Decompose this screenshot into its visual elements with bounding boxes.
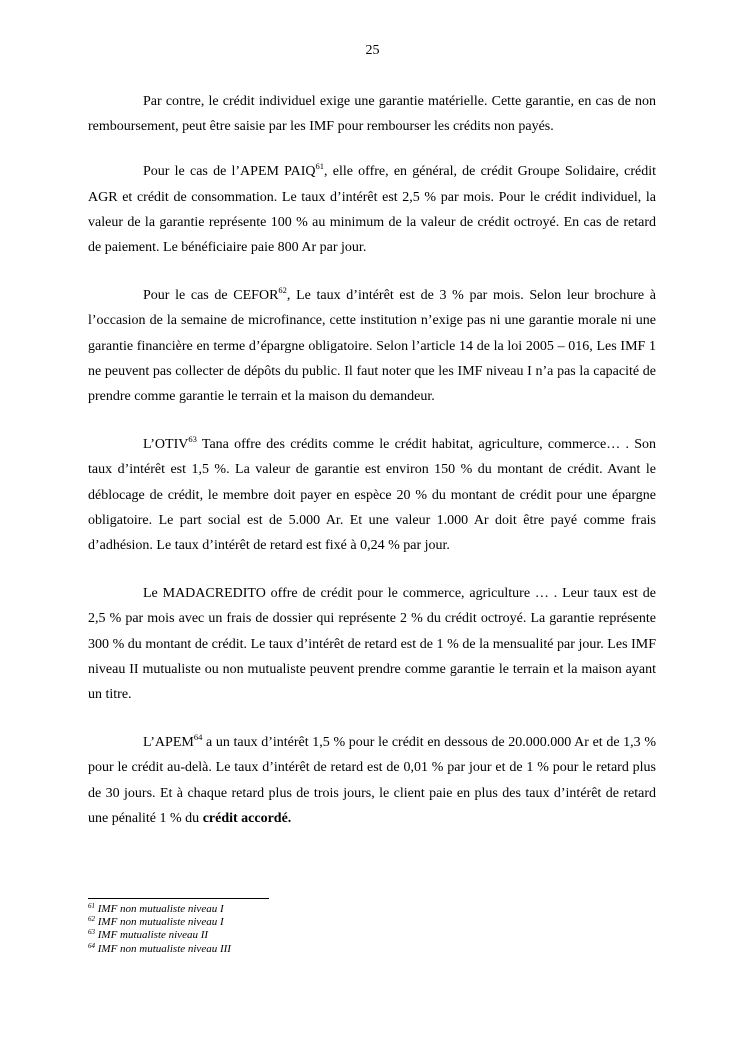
- paragraph-text: Pour le cas de CEFOR: [143, 288, 279, 304]
- paragraph-otiv: [88, 432, 656, 558]
- paragraph-text: Le MADACREDITO offre de crédit pour le commerce, agriculture … . Leur taux est de 2,5 % par mois avec un frais de dossier qui représente 2 % du crédit octroyé. La garantie représente 300 % du montant de crédit. Le taux d’intérêt de retard est de 1 % de la mensualité par jour. Les IMF niveau II mutualiste ou non mutualiste peuvent prendre comme garantie le terrain et la maison ayant un titre.: [88, 586, 656, 703]
- footnote-number: 62: [88, 915, 95, 924]
- footnote-61: [88, 903, 488, 916]
- paragraph-text: a un taux d’intérêt 1,5 % pour le crédit en dessous de 20.000.000 Ar et de 1,3 % pour le crédit au-delà. Le taux d’intérêt de retard est de 0,01 % par jour et de 1 % pour le retard plus de 30 jours. Et à chaque retard plus de trois jours, le client paie en plus des taux d’intérêt de retard une pénalité 1 % du: [88, 735, 656, 826]
- paragraph-text: , Le taux d’intérêt est de 3 % par mois. Selon leur brochure à l’occasion de la semaine de microfinance, cette institution n’exige pas ni une garantie morale ni une garantie financière en terme d’épargne obligatoire. Selon l’article 14 de la loi 2005 – 016, Les IMF 1 ne peuvent pas collecter de dépôts du public. Il faut noter que les IMF niveau I n’a pas la capacité de prendre comme garantie le terrain et la maison du demandeur.: [88, 288, 656, 405]
- footnote-64: [88, 943, 488, 956]
- paragraph-text: L’APEM: [143, 735, 194, 751]
- footnote-ref-61[interactable]: 61: [315, 161, 325, 172]
- footnote-ref-63[interactable]: 63: [188, 434, 197, 445]
- page-number: 25: [365, 43, 380, 58]
- paragraph-madacredito: [88, 581, 656, 707]
- footnote-text: IMF non mutualiste niveau III: [95, 942, 231, 955]
- paragraph-apem-paiq: [88, 159, 656, 260]
- bold-text: crédit accordé.: [202, 810, 292, 826]
- footnotes: [88, 903, 488, 956]
- paragraph-cefor: [88, 283, 656, 409]
- paragraph-text: L’OTIV: [143, 437, 189, 453]
- paragraph-text: Par contre, le crédit individuel exige une garantie matérielle. Cette garantie, en cas de non remboursement, peut être saisie par les IMF pour rembourser les crédits non payés.: [88, 94, 656, 135]
- footnote-63: [88, 929, 488, 942]
- footnote-text: IMF non mutualiste niveau I: [95, 916, 224, 929]
- footnote-ref-64[interactable]: 64: [193, 732, 203, 743]
- paragraph-text: , elle offre, en général, de crédit Groupe Solidaire, crédit AGR et crédit de consommation. Le taux d’intérêt est 2,5 % par mois. Pour le crédit individuel, la valeur de la garantie représente 100 % au minimum de la valeur de crédit octroyé. En cas de retard de paiement. Le bénéficiaire paie 800 Ar par jour.: [88, 164, 657, 256]
- paragraph-collateral-requirement: [88, 89, 656, 139]
- footnote-text: IMF non mutualiste niveau I: [95, 903, 224, 915]
- footnote-text: IMF mutualiste niveau II: [95, 929, 209, 942]
- footnote-number: 61: [88, 902, 95, 910]
- paragraph-text: Tana offre des crédits comme le crédit habitat, agriculture, commerce… . Son taux d’intérêt est 1,5 %. La valeur de garantie est environ 150 % du montant de crédit. Avant le déblocage de crédit, le membre doit payer en espèce 20 % du montant de crédit pour une épargne obligatoire. Le part social est de 5.000 Ar. Et une valeur 1.000 Ar doit être payé comme frais d’adhésion. Le taux d’intérêt de retard est fixé à 0,24 % par jour.: [88, 437, 656, 554]
- footnote-ref-62[interactable]: 62: [278, 285, 287, 296]
- footnote-separator: [88, 898, 269, 899]
- footnote-62: [88, 916, 488, 929]
- footnote-number: 63: [88, 928, 95, 937]
- body-text: [88, 89, 656, 854]
- footnote-number: 64: [88, 941, 95, 950]
- paragraph-text: Pour le cas de l’APEM PAIQ: [143, 164, 316, 180]
- paragraph-apem: [88, 730, 656, 831]
